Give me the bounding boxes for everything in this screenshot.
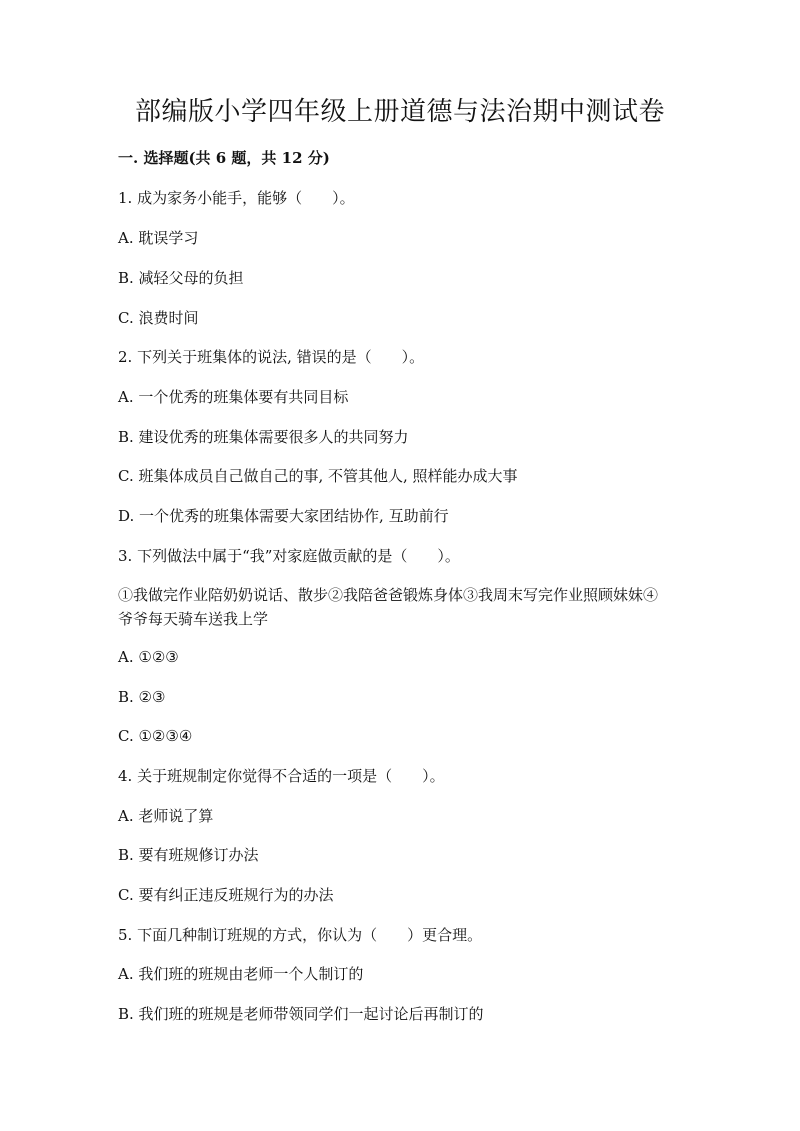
- question-stem-4: 4. 关于班规制定你觉得不合适的一项是（ ）。: [118, 767, 445, 785]
- option-5a: A. 我们班的班规由老师一个人制订的: [118, 965, 364, 983]
- option-4b: B. 要有班规修订办法: [118, 846, 259, 864]
- option-4c: C. 要有纠正违反班规行为的办法: [118, 886, 334, 904]
- option-1a: A. 耽误学习: [118, 229, 199, 247]
- page-title: 部编版小学四年级上册道德与法治期中测试卷: [134, 97, 665, 127]
- option-2d: D. 一个优秀的班集体需要大家团结协作, 互助前行: [118, 507, 449, 525]
- question-stem-3: 3. 下列做法中属于“我”对家庭做贡献的是（ ）。: [118, 547, 460, 565]
- option-3a: A. ①②③: [118, 648, 179, 666]
- option-4a: A. 老师说了算: [118, 807, 214, 825]
- option-2c: C. 班集体成员自己做自己的事, 不管其他人, 照样能办成大事: [118, 467, 518, 485]
- question-stem-2: 2. 下列关于班集体的说法, 错误的是（ ）。: [118, 348, 425, 366]
- option-2b: B. 建设优秀的班集体需要很多人的共同努力: [118, 428, 409, 446]
- option-2a: A. 一个优秀的班集体要有共同目标: [118, 388, 349, 406]
- question-note-3: ①我做完作业陪奶奶说话、散步②我陪爸爸锻炼身体③我周末写完作业照顾妹妹④爷爷每天骑车送我上学: [118, 586, 659, 628]
- option-5b: B. 我们班的班规是老师带领同学们一起讨论后再制订的: [118, 1005, 484, 1023]
- question-stem-5: 5. 下面几种制订班规的方式，你认为（ ）更合理。: [118, 926, 483, 944]
- option-1b: B. 减轻父母的负担: [118, 269, 244, 287]
- question-stem-1: 1. 成为家务小能手，能够（ ）。: [118, 189, 355, 207]
- option-1c: C. 浪费时间: [118, 309, 199, 327]
- option-3c: C. ①②③④: [118, 727, 193, 745]
- section-heading: 一. 选择题(共 6 题，共 12 分): [118, 149, 330, 167]
- option-3b: B. ②③: [118, 688, 166, 706]
